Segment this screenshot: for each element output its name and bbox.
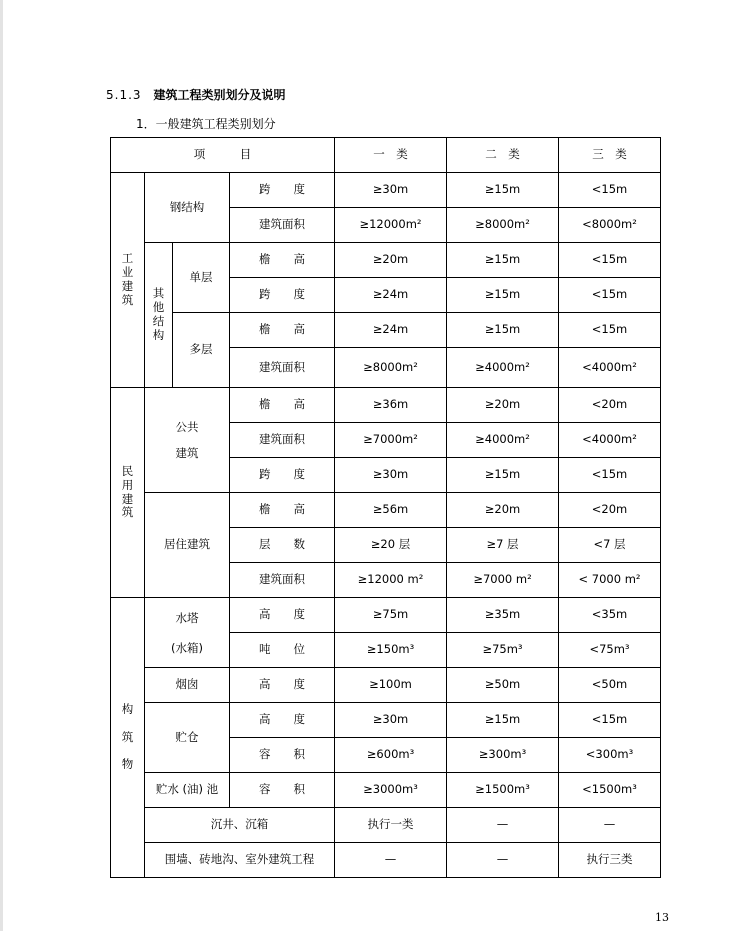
row-class-1: ≥7000m² [335, 423, 447, 458]
row-class-1: ≥150m³ [335, 633, 447, 668]
civil-category: 民 用 建 筑 [111, 388, 145, 598]
table-row [111, 843, 661, 878]
walls-label: 围墙、砖地沟、室外建筑工程 [145, 843, 335, 878]
row-class-1: 执行一类 [335, 808, 447, 843]
header-class-2: 二 类 [447, 138, 559, 173]
row-class-2: ≥1500m³ [447, 773, 559, 808]
row-item: 建筑面积 [230, 423, 335, 458]
row-item: 高 度 [230, 598, 335, 633]
row-class-3: <7 层 [559, 528, 661, 563]
row-class-3: <75m³ [559, 633, 661, 668]
table-row [111, 668, 661, 703]
row-class-2: ≥4000m² [447, 348, 559, 388]
row-class-2: — [447, 843, 559, 878]
table-row [111, 313, 661, 348]
subsection-heading: 1．一般建筑工程类别划分 [136, 117, 276, 131]
row-class-2: — [447, 808, 559, 843]
row-class-1: ≥12000m² [335, 208, 447, 243]
row-class-1: ≥8000m² [335, 348, 447, 388]
row-class-2: ≥50m [447, 668, 559, 703]
reservoir-label: 贮水 (油) 池 [145, 773, 230, 808]
row-class-1: — [335, 843, 447, 878]
row-item: 吨 位 [230, 633, 335, 668]
row-class-2: ≥4000m² [447, 423, 559, 458]
row-class-3: <4000m² [559, 423, 661, 458]
table-row [111, 493, 661, 528]
section-number: 5.1.3 [106, 88, 142, 102]
row-class-2: ≥20m [447, 493, 559, 528]
row-class-2: ≥8000m² [447, 208, 559, 243]
row-class-1: ≥56m [335, 493, 447, 528]
public-building-label: 公共 建筑 [145, 388, 230, 493]
row-class-2: ≥15m [447, 313, 559, 348]
row-class-1: ≥20m [335, 243, 447, 278]
row-class-1: ≥36m [335, 388, 447, 423]
row-class-2: ≥15m [447, 278, 559, 313]
row-class-1: ≥75m [335, 598, 447, 633]
row-class-3: <20m [559, 493, 661, 528]
row-class-3: <1500m³ [559, 773, 661, 808]
row-class-3: <15m [559, 313, 661, 348]
row-item: 跨 度 [230, 173, 335, 208]
row-class-3: — [559, 808, 661, 843]
structures-category: 构 筑 物 [111, 598, 145, 878]
caisson-label: 沉井、沉箱 [145, 808, 335, 843]
page-number: 13 [655, 911, 669, 924]
row-class-2: ≥75m³ [447, 633, 559, 668]
row-class-3: <50m [559, 668, 661, 703]
header-row [111, 138, 661, 173]
building-classification-table [110, 137, 661, 878]
row-class-1: ≥24m [335, 313, 447, 348]
other-structure-label: 其 他 结 构 [145, 243, 173, 388]
row-class-2: ≥15m [447, 458, 559, 493]
section-heading [106, 86, 286, 103]
table-row [111, 243, 661, 278]
row-class-1: ≥20 层 [335, 528, 447, 563]
row-class-2: ≥20m [447, 388, 559, 423]
steel-structure-label: 钢结构 [145, 173, 230, 243]
section-title: 建筑工程类别划分及说明 [153, 88, 286, 102]
row-class-3: <8000m² [559, 208, 661, 243]
row-class-1: ≥30m [335, 458, 447, 493]
row-class-3: <300m³ [559, 738, 661, 773]
row-class-2: ≥35m [447, 598, 559, 633]
header-class-3: 三 类 [559, 138, 661, 173]
table-row [111, 173, 661, 208]
row-item: 建筑面积 [230, 208, 335, 243]
row-item: 檐 高 [230, 493, 335, 528]
row-class-1: ≥30m [335, 173, 447, 208]
row-class-2: ≥15m [447, 243, 559, 278]
row-item: 高 度 [230, 668, 335, 703]
header-class-1: 一 类 [335, 138, 447, 173]
row-item: 高 度 [230, 703, 335, 738]
row-class-3: <15m [559, 703, 661, 738]
row-class-3: <15m [559, 458, 661, 493]
header-item: 项 目 [111, 138, 335, 173]
water-tower-label: 水塔 (水箱) [145, 598, 230, 668]
row-item: 檐 高 [230, 313, 335, 348]
row-class-1: ≥100m [335, 668, 447, 703]
row-item: 跨 度 [230, 458, 335, 493]
left-page-edge [0, 0, 3, 931]
row-class-3: <15m [559, 173, 661, 208]
multi-storey-label: 多层 [173, 313, 230, 388]
table-row [111, 773, 661, 808]
table-row [111, 598, 661, 633]
row-item: 建筑面积 [230, 348, 335, 388]
row-item: 容 积 [230, 738, 335, 773]
table-row [111, 703, 661, 738]
row-item: 檐 高 [230, 388, 335, 423]
row-class-1: ≥600m³ [335, 738, 447, 773]
row-item: 容 积 [230, 773, 335, 808]
row-item: 檐 高 [230, 243, 335, 278]
silo-label: 贮仓 [145, 703, 230, 773]
chimney-label: 烟囱 [145, 668, 230, 703]
row-class-2: ≥300m³ [447, 738, 559, 773]
row-class-2: ≥15m [447, 173, 559, 208]
row-item: 跨 度 [230, 278, 335, 313]
table-row [111, 808, 661, 843]
row-class-2: ≥15m [447, 703, 559, 738]
row-class-3: <35m [559, 598, 661, 633]
row-class-3: <4000m² [559, 348, 661, 388]
industrial-category: 工 业 建 筑 [111, 173, 145, 388]
row-item: 层 数 [230, 528, 335, 563]
residential-building-label: 居住建筑 [145, 493, 230, 598]
row-class-3: <15m [559, 243, 661, 278]
row-item: 建筑面积 [230, 563, 335, 598]
row-class-1: ≥24m [335, 278, 447, 313]
row-class-2: ≥7 层 [447, 528, 559, 563]
table-row [111, 388, 661, 423]
row-class-3: <15m [559, 278, 661, 313]
single-storey-label: 单层 [173, 243, 230, 313]
row-class-1: ≥3000m³ [335, 773, 447, 808]
row-class-3: 执行三类 [559, 843, 661, 878]
row-class-1: ≥12000 m² [335, 563, 447, 598]
row-class-2: ≥7000 m² [447, 563, 559, 598]
row-class-3: <20m [559, 388, 661, 423]
row-class-3: < 7000 m² [559, 563, 661, 598]
row-class-1: ≥30m [335, 703, 447, 738]
